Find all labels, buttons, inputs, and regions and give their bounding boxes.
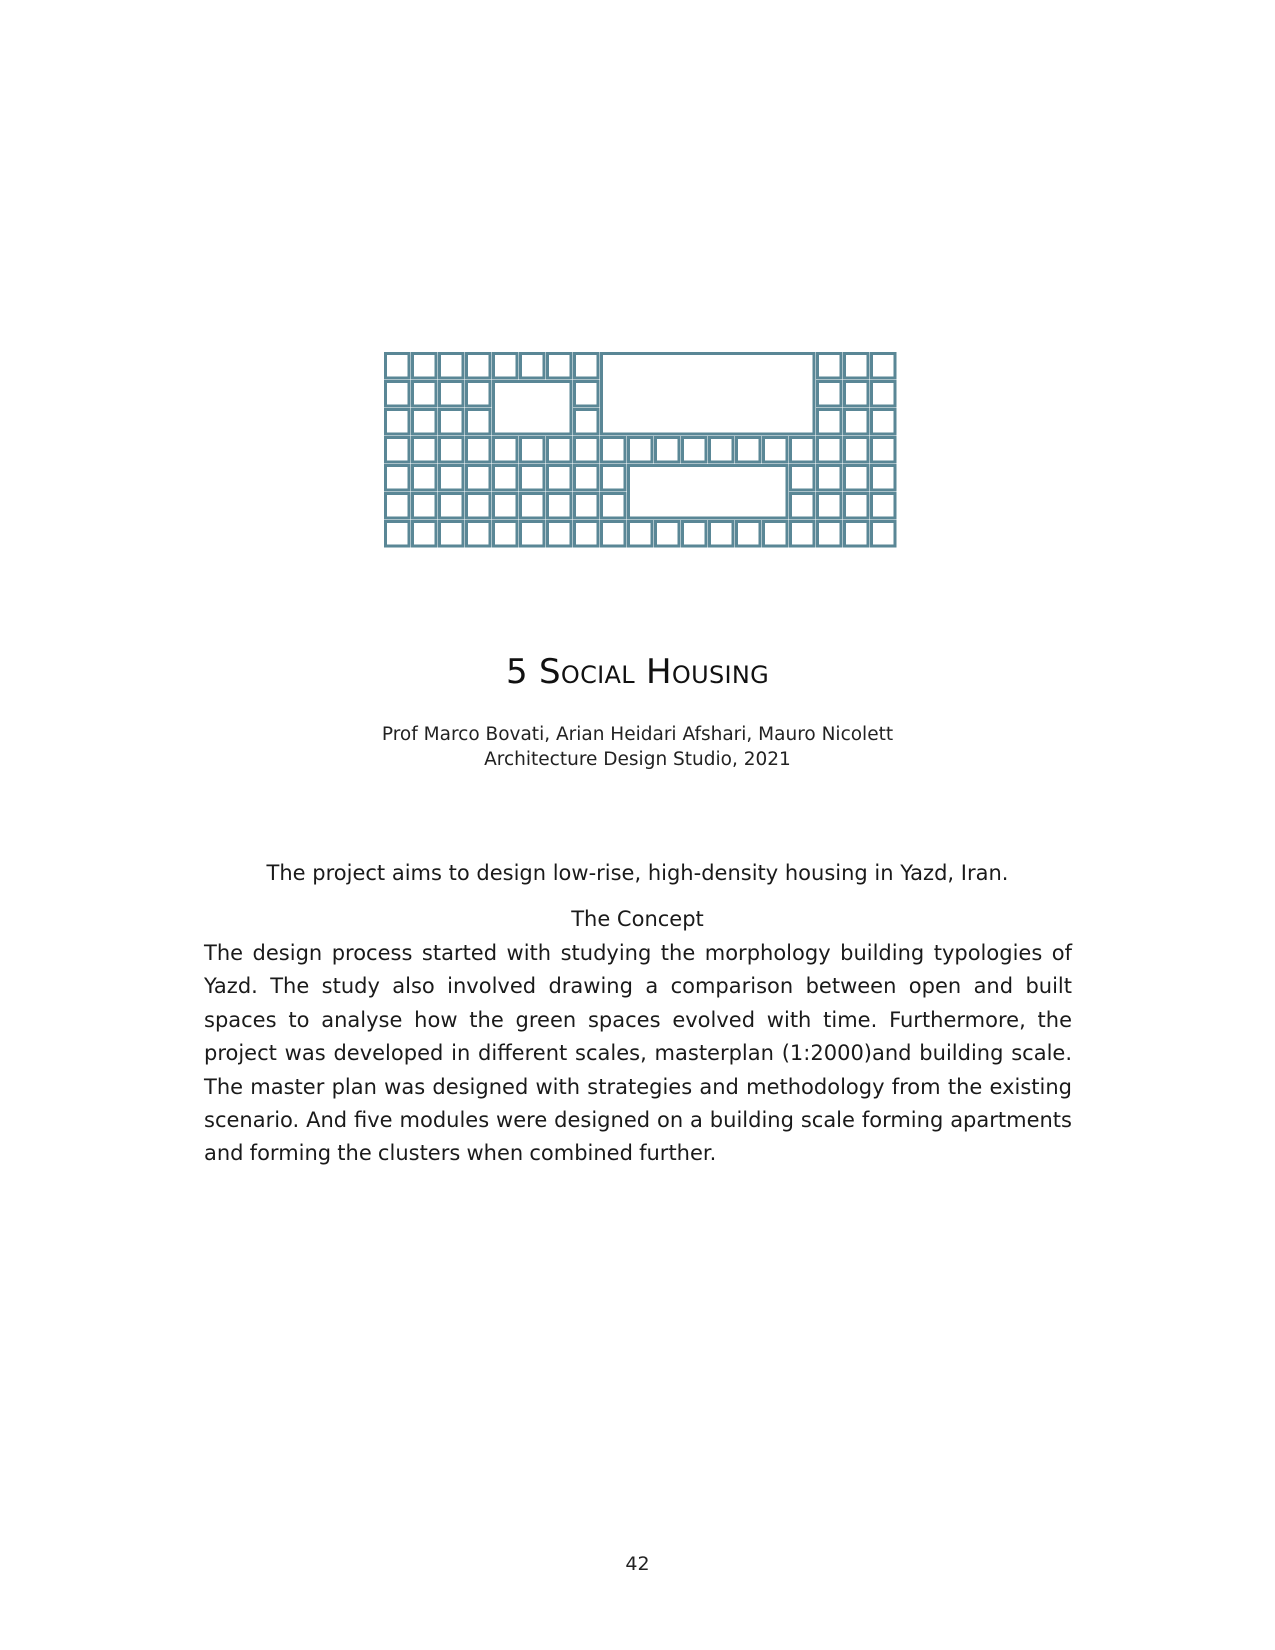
grid-cell: [440, 410, 464, 435]
page-title: 5 Social Housing: [505, 652, 770, 692]
page-number: 42: [625, 1553, 650, 1575]
grid-cell: [845, 438, 869, 463]
concept-body: The design process started with studying the morphology building typologies of Yazd. The study also involved drawing a comparison between open and built spaces to analyse how the green spaces evolved with time. Furthermore, the project was developed in different scales, masterplan (1:2000)and building scale. The master plan was designed with strategies and methodology from the existing scenario. And five modules were designed on a building scale forming apartments and forming the clusters when combined further.: [204, 941, 1072, 1166]
grid-cell: [413, 438, 437, 463]
grid-cell: [845, 494, 869, 519]
grid-merged-cell: [602, 354, 815, 435]
grid-cell: [521, 438, 545, 463]
grid-cell: [440, 354, 464, 379]
grid-cell: [575, 382, 599, 407]
grid-cell: [494, 522, 518, 547]
grid-cell: [656, 522, 680, 547]
grid-cell: [386, 410, 410, 435]
grid-cell: [791, 466, 815, 491]
grid-cell: [872, 354, 896, 379]
grid-cell: [386, 494, 410, 519]
grid-cell: [683, 438, 707, 463]
grid-cell: [386, 382, 410, 407]
grid-cell: [818, 354, 842, 379]
grid-cell: [467, 410, 491, 435]
grid-cell: [791, 522, 815, 547]
grid-cell: [440, 466, 464, 491]
grid-cell: [521, 494, 545, 519]
grid-cell: [413, 522, 437, 547]
grid-cell: [494, 354, 518, 379]
grid-cell: [791, 438, 815, 463]
grid-cell: [845, 354, 869, 379]
grid-cell: [764, 438, 788, 463]
grid-cell: [737, 438, 761, 463]
grid-cell: [467, 438, 491, 463]
grid-merged-cell: [494, 382, 572, 435]
grid-cell: [467, 354, 491, 379]
grid-cell: [413, 494, 437, 519]
grid-cell: [872, 522, 896, 547]
grid-cell: [818, 466, 842, 491]
grid-cell: [494, 466, 518, 491]
grid-cell: [548, 494, 572, 519]
grid-cell: [494, 438, 518, 463]
grid-cell: [629, 438, 653, 463]
grid-cell: [467, 382, 491, 407]
grid-cell: [872, 438, 896, 463]
grid-cell: [548, 522, 572, 547]
grid-cell: [548, 354, 572, 379]
grid-cell: [575, 438, 599, 463]
grid-cell: [737, 522, 761, 547]
grid-cell: [413, 354, 437, 379]
grid-cell: [548, 466, 572, 491]
grid-cell: [575, 522, 599, 547]
grid-cell: [818, 410, 842, 435]
grid-cell: [764, 522, 788, 547]
grid-cell: [386, 466, 410, 491]
grid-cell: [845, 466, 869, 491]
grid-cell: [521, 354, 545, 379]
grid-cell: [818, 382, 842, 407]
housing-grid-diagram: [384, 352, 897, 550]
grid-cell: [872, 494, 896, 519]
grid-cell: [575, 494, 599, 519]
grid-cell: [521, 522, 545, 547]
grid-cell: [521, 466, 545, 491]
grid-cell: [575, 466, 599, 491]
grid-cell: [413, 410, 437, 435]
grid-cell: [845, 410, 869, 435]
grid-cell: [413, 466, 437, 491]
grid-cell: [791, 494, 815, 519]
grid-cell: [602, 466, 626, 491]
concept-heading: The Concept: [571, 907, 704, 931]
grid-cell: [872, 466, 896, 491]
grid-cell: [872, 382, 896, 407]
grid-cell: [386, 522, 410, 547]
grid-cell: [386, 354, 410, 379]
grid-cell: [710, 522, 734, 547]
grid-cell: [413, 382, 437, 407]
grid-cell: [575, 410, 599, 435]
grid-cell: [440, 494, 464, 519]
grid-cell: [440, 382, 464, 407]
project-aim: The project aims to design low-rise, high-density housing in Yazd, Iran.: [266, 861, 1009, 885]
grid-cell: [818, 522, 842, 547]
grid-cell: [467, 466, 491, 491]
grid-cell: [602, 438, 626, 463]
grid-cell: [602, 494, 626, 519]
grid-cell: [683, 522, 707, 547]
grid-cell: [440, 522, 464, 547]
grid-cell: [710, 438, 734, 463]
grid-cell: [494, 494, 518, 519]
grid-cell: [629, 522, 653, 547]
grid-cell: [467, 522, 491, 547]
authors-line: Prof Marco Bovati, Arian Heidari Afshari, Mauro Nicolett: [381, 724, 894, 745]
grid-cell: [602, 522, 626, 547]
grid-cell: [467, 494, 491, 519]
grid-cell: [818, 494, 842, 519]
grid-cell: [386, 438, 410, 463]
grid-cell: [440, 438, 464, 463]
grid-cell: [575, 354, 599, 379]
authors-block: [0, 722, 1275, 772]
grid-cell: [818, 438, 842, 463]
grid-cell: [845, 382, 869, 407]
grid-cell: [656, 438, 680, 463]
grid-cell: [872, 410, 896, 435]
grid-cell: [845, 522, 869, 547]
studio-line: Architecture Design Studio, 2021: [484, 749, 791, 770]
grid-merged-cell: [629, 466, 788, 519]
grid-cell: [548, 438, 572, 463]
